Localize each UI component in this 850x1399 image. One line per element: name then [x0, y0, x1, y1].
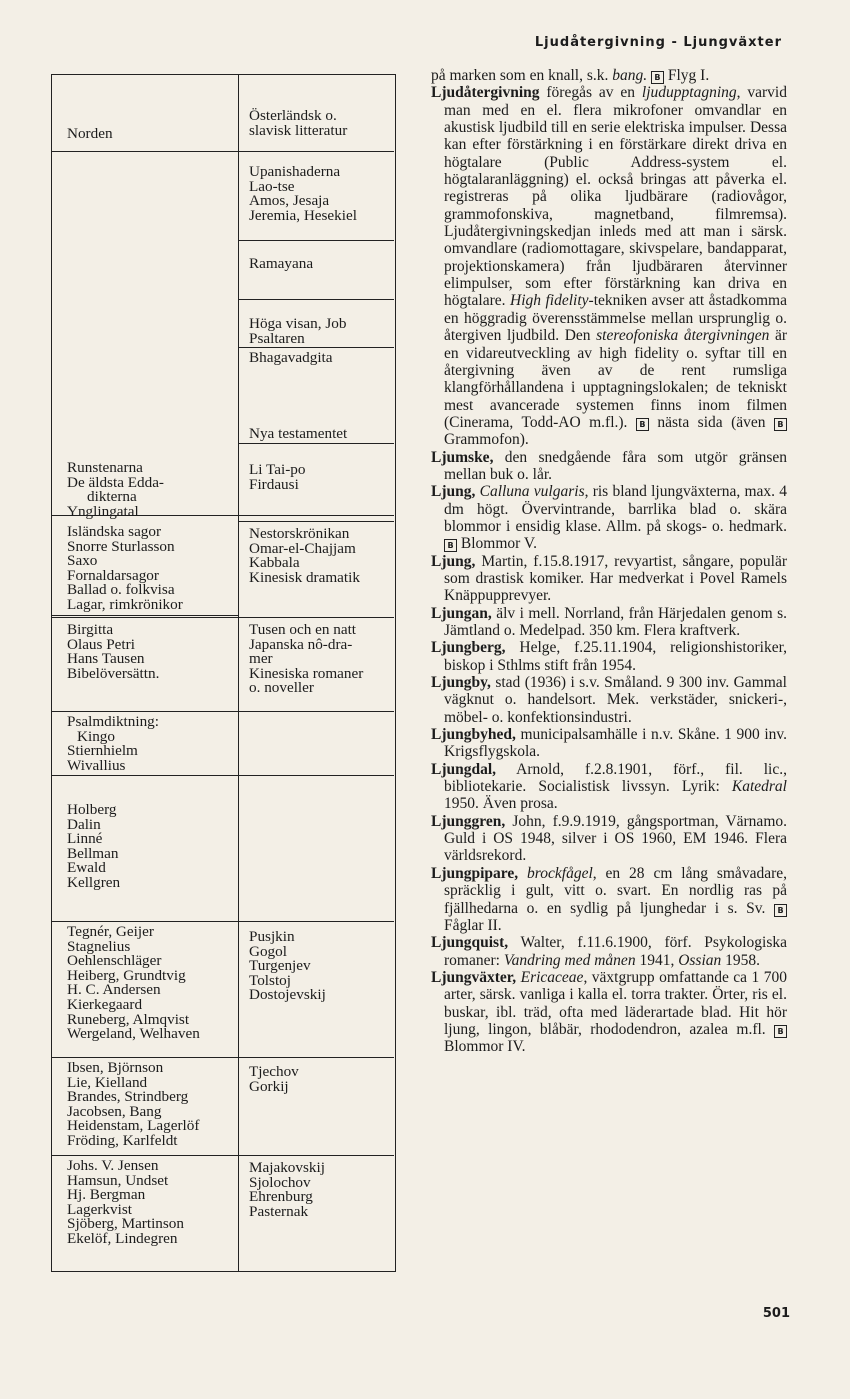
- table-cell-right: Majakovskij Sjolochov Ehrenburg Pasternak: [249, 1159, 325, 1220]
- table-cell-right: Li Tai-po Firdausi: [249, 461, 306, 493]
- table-cell-right: Höga visan, Job Psaltaren: [249, 315, 347, 347]
- dictionary-entry: Ljungväxter, Ericaceae, växtgrupp omfattande ca 1 700 arter, särsk. vanliga i kalla el. torra trakter. Örter, ris el. buskar, ibl. träd, ofta med läderartade blad. Hit hör ljung, lingon, blåbär, rhododendron, azalea m.fl. B Blommor IV.: [431, 968, 788, 1056]
- table-cell-right: Nya testamentet: [249, 425, 348, 442]
- table-cell-left: Birgitta Olaus Petri Hans Tausen Bibelöversättn.: [67, 621, 160, 682]
- dictionary-entry: Ljungan, älv i mell. Norrland, från Härjedalen genom s. Jämtland o. Medelpad. 350 km. Flera kraftverk.: [431, 604, 787, 639]
- dictionary-entry: Ljungpipare, brockfågel, en 28 cm lång småvadare, spräcklig i gult, vitt o. svart. En nordlig ras på fjällhedarna o. en sydlig på ljunghedar i s. Sv. B Fåglar II.: [431, 864, 787, 934]
- plate-reference-icon: B: [636, 418, 649, 431]
- dictionary-entry: Ljungquist, Walter, f.11.6.1900, förf. Psykologiska romaner: Vandring med månen 1941, Ossian 1958.: [431, 934, 787, 969]
- dictionary-entry: Ljunggren, John, f.9.9.1919, gångsportman, Värnamo. Guld i OS 1948, silver i OS 1960, EM 1946. Flera världsrekord.: [431, 812, 787, 865]
- dictionary-entry: Ljudåtergivning föregås av en ljudupptagning, varvid man med en el. flera mikrofoner omvandlar en akustisk ljudbild till en serie elektriska impulser. Dessa kan efter förstärkning i en förstärkare direkt driva en högtalare (Public Address-system el. högtalaranläggning) el. också bringas att påverka el. registreras på olika ljudbärare (radiovågor, grammofonskiva, magnetband, filmremsa). Ljudåtergivningskedjan inleds med att man i särsk. omvandlare (radiomottagare, skivspelare, bandapparat, projektionskamera) från ljudbäraren återvinner elimpulser, som efter förstärkning kan driva en högtalare. High fidelity-tekniken avser att åstadkomma en höggradig överensstämmelse mellan ursprunglig o. återgiven ljudbild. Den stereofoniska återgivningen är en vidareutveckling av high fidelity o. syftar till en återgivning även av de rent rumsliga klangförhållandena i upptagningslokalen; de tekniskt mest avancerade systemen finns inom filmen (Cinerama, Todd-AO m.fl.). B nästa sida (även B Grammofon).: [431, 84, 787, 449]
- table-column-divider: [238, 75, 239, 1271]
- table-rule: [238, 299, 394, 300]
- table-cell-left: Tegnér, Geijer Stagnelius Oehlenschläger Heiberg, Grundtvig H. C. Andersen Kierkegaard Runeberg, Almqvist Wergeland, Welhaven: [67, 923, 200, 1043]
- dictionary-entry: Ljung, Calluna vulgaris, ris bland ljungväxterna, max. 4 dm högt. Övervintrande, barrlika blad o. skära blommor i ensidig klase. Allm. på skogs- o. hedmark. B Blommor V.: [431, 483, 787, 553]
- dictionary-entry: Ljung, Martin, f.15.8.1917, revyartist, sångare, populär som drastisk komiker. Har medverkat i Povel Ramels Knäppupprevyer.: [431, 552, 787, 605]
- table-rule: [52, 615, 238, 616]
- table-rule: [52, 1155, 394, 1156]
- table-cell-left: Runstenarna De äldsta Edda- dikterna Ynglingatal: [67, 459, 164, 520]
- plate-reference-icon: B: [774, 418, 787, 431]
- plate-reference-icon: B: [774, 1025, 787, 1038]
- table-cell-right: Nestorskrönikan Omar-el-Chajjam Kabbala Kinesisk dramatik: [249, 525, 360, 586]
- table-cell-right: Tusen och en natt Japanska nô-dra- mer Kinesiska romaner o. noveller: [249, 621, 364, 697]
- table-cell-right: Pusjkin Gogol Turgenjev Tolstoj Dostojevskij: [249, 928, 326, 1004]
- plate-reference-icon: B: [651, 71, 664, 84]
- table-cell-right: Upanishaderna Lao-tse Amos, Jesaja Jeremia, Hesekiel: [249, 163, 357, 224]
- literature-table: [51, 74, 396, 1272]
- table-header-left: Norden: [67, 125, 113, 142]
- table-header-right: Österländsk o. slavisk litteratur: [249, 107, 348, 139]
- dictionary-entry: Ljungbyhed, municipalsamhälle i n.v. Skåne. 1 900 inv. Krigsflygskola.: [431, 726, 787, 761]
- table-rule: [52, 775, 394, 776]
- dictionary-entry: Ljumske, den snedgående fåra som utgör gränsen mellan buk o. lår.: [431, 448, 787, 483]
- table-rule: [52, 711, 394, 712]
- dictionary-entry: Ljungby, stad (1936) i s.v. Småland. 9 300 inv. Gammal vägknut o. handelsort. Mek. verkstäder, snickeri-, möbel- o. konfektionsindustri.: [431, 674, 787, 726]
- table-rule: [238, 521, 394, 522]
- running-header: Ljudåtergivning - Ljungväxter: [534, 35, 782, 50]
- page-number: 501: [762, 1306, 790, 1321]
- table-cell-right: Ramayana: [249, 255, 314, 272]
- table-cell-right: Tjechov Gorkij: [249, 1063, 299, 1095]
- table-cell-left: Psalmdiktning: Kingo Stiernhielm Wivallius: [67, 713, 159, 774]
- table-rule: [238, 240, 394, 241]
- plate-reference-icon: B: [774, 904, 787, 917]
- dictionary-entry: Ljungdal, Arnold, f.2.8.1901, förf., fil. lic., bibliotekarie. Socialistisk livssyn. Lyrik: Katedral 1950. Även prosa.: [431, 760, 787, 813]
- table-rule: [52, 1057, 394, 1058]
- table-cell-left: Holberg Dalin Linné Bellman Ewald Kellgren: [67, 801, 121, 891]
- dictionary-entry: på marken som en knall, s.k. bang. B Flyg I.: [431, 67, 710, 84]
- table-cell-left: Ibsen, Björnson Lie, Kielland Brandes, Strindberg Jacobsen, Bang Heidenstam, Lagerlöf Fröding, Karlfeldt: [67, 1059, 200, 1149]
- table-rule: [238, 347, 394, 348]
- table-rule: [238, 443, 394, 444]
- table-rule: [52, 617, 394, 618]
- table-rule: [52, 921, 394, 922]
- table-cell-right: Bhagavadgita: [249, 349, 333, 366]
- plate-reference-icon: B: [444, 539, 457, 552]
- table-cell-left: Isländska sagor Snorre Sturlasson Saxo Fornaldarsagor Ballad o. folkvisa Lagar, rimkrönikor: [67, 523, 183, 613]
- table-header-rule: [52, 151, 394, 152]
- table-cell-left: Johs. V. Jensen Hamsun, Undset Hj. Bergman Lagerkvist Sjöberg, Martinson Ekelöf, Lindegren: [67, 1157, 184, 1247]
- dictionary-entry: Ljungberg, Helge, f.25.11.1904, religionshistoriker, biskop i Sthlms stift från 1954.: [431, 639, 787, 674]
- dictionary-column: [431, 67, 787, 1056]
